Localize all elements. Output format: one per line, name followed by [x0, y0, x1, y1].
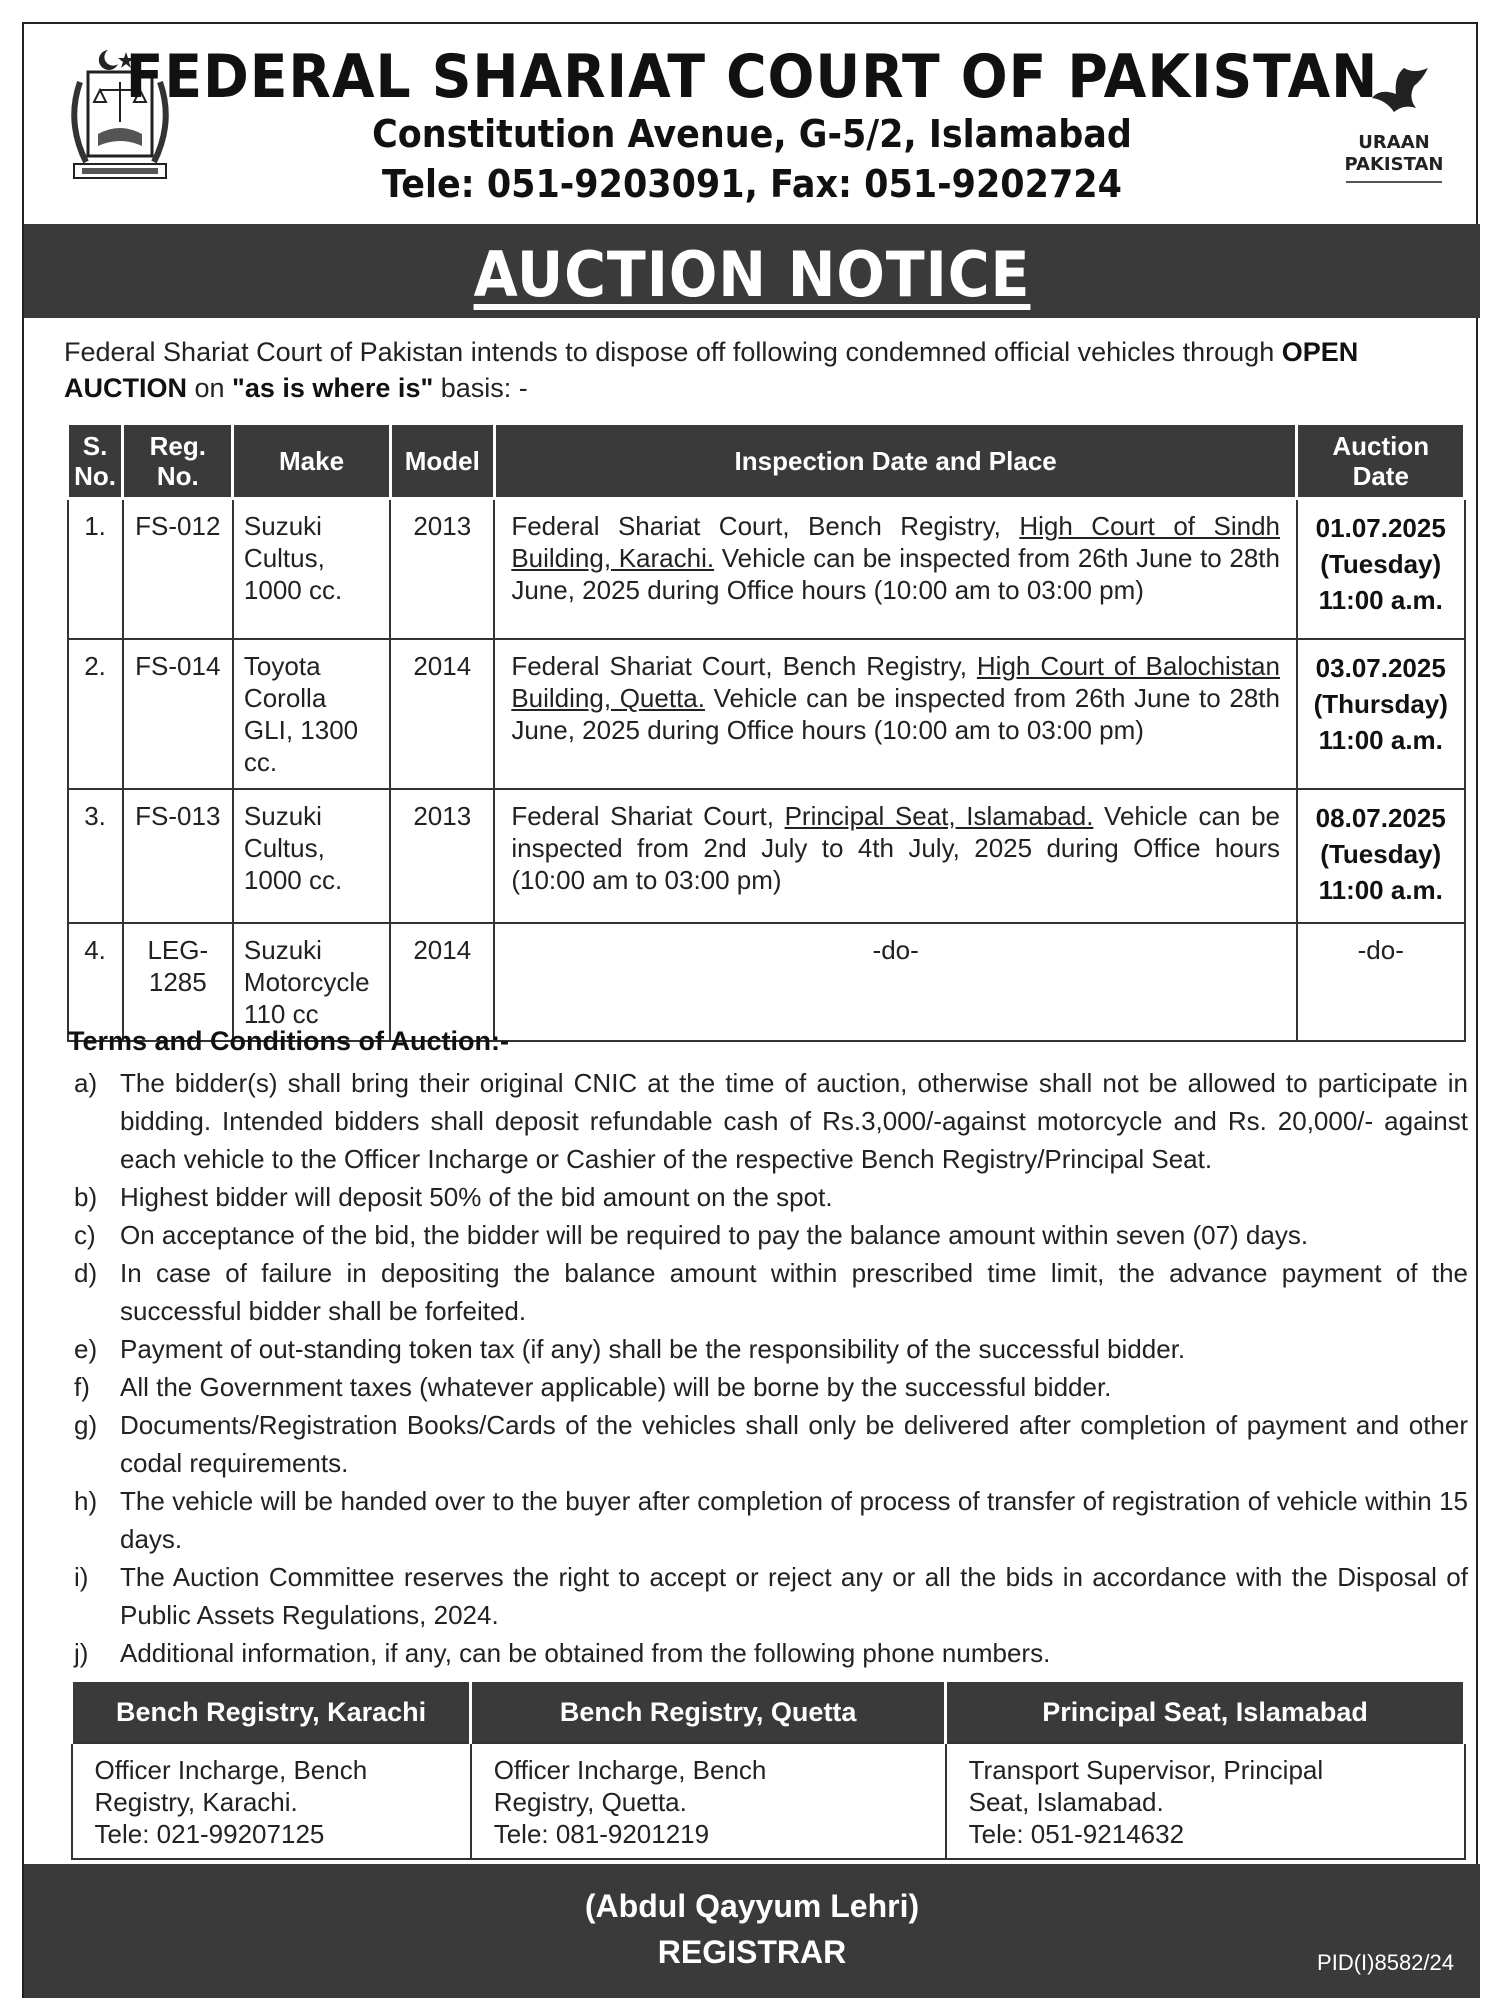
contact-tele: Tele: 021-99207125 — [94, 1819, 325, 1849]
pid-number: PID(I)8582/24 — [1317, 1950, 1454, 1975]
contact-line2: Seat, Islamabad. — [968, 1787, 1164, 1817]
header-auction-date: Auction Date — [1297, 424, 1465, 499]
place-suffix: Vehicle can be inspected from 2nd July to 4th July, 2025 during Office hours (10:00 am to 03:00 pm) — [511, 800, 1280, 895]
auction-banner — [24, 224, 1480, 318]
term-letter: i) — [74, 1562, 89, 1592]
list-item — [68, 1634, 1468, 1672]
notice-frame — [22, 22, 1478, 1998]
list-item — [68, 1178, 1468, 1216]
auction-time: 11:00 a.m. — [1318, 585, 1443, 615]
table-row — [68, 639, 1465, 789]
signatory-title: REGISTRAR — [657, 1934, 847, 1970]
list-item — [68, 1254, 1468, 1330]
contact-karachi — [72, 1743, 471, 1859]
header-make: Make — [233, 424, 390, 499]
term-text: Documents/Registration Books/Cards of the vehicles shall only be delivered after completion of payment and other codal requirements. — [120, 1410, 1468, 1478]
list-item — [68, 1482, 1468, 1558]
term-text: The Auction Committee reserves the right to accept or reject any or all the bids in accordance with the Disposal of Public Assets Regulations, 2024. — [120, 1562, 1468, 1630]
term-text: On acceptance of the bid, the bidder will be required to pay the balance amount within seven (07) days. — [120, 1220, 1309, 1250]
row-sno: 2. — [68, 639, 123, 789]
contact-islamabad — [946, 1743, 1465, 1859]
contact-line2: Registry, Karachi. — [94, 1787, 298, 1817]
bird-icon — [1372, 68, 1428, 112]
row-auction-date — [1297, 499, 1465, 639]
intro-bold-open-auction: OPEN AUCTION — [64, 337, 1359, 403]
place-suffix: Vehicle can be inspected from 26th June to 28th June, 2025 during Office hours (10:00 am to 03:00 pm) — [511, 543, 1280, 605]
row-make: Suzuki Cultus, 1000 cc. — [233, 499, 390, 639]
term-letter: d) — [74, 1258, 98, 1288]
contact-line1: Officer Incharge, Bench — [94, 1755, 368, 1785]
contact-line1: Officer Incharge, Bench — [493, 1755, 767, 1785]
auction-day: (Tuesday) — [1320, 549, 1442, 579]
term-text: In case of failure in depositing the balance amount within prescribed time limit, the advance payment of the successful bidder shall be forfeited. — [120, 1258, 1468, 1326]
term-text: The vehicle will be handed over to the buyer after completion of process of transfer of registration of vehicle within 15 days. — [120, 1486, 1468, 1554]
header-reg-no: Reg. No. — [123, 424, 233, 499]
auction-day: (Thursday) — [1313, 688, 1448, 719]
term-letter: a) — [74, 1068, 98, 1098]
place-location: High Court of Sindh Building, Karachi. — [511, 511, 1280, 573]
terms-list — [68, 1064, 1468, 1672]
logo-line1: URAAN — [1358, 132, 1430, 153]
contact-line1: Transport Supervisor, Principal — [968, 1755, 1324, 1785]
term-letter: e) — [74, 1334, 98, 1364]
row-sno: 3. — [68, 789, 123, 923]
row-inspection — [494, 639, 1297, 789]
list-item — [68, 1558, 1468, 1634]
row-auction-date — [1297, 789, 1465, 923]
term-text: Additional information, if any, can be obtained from the following phone numbers. — [120, 1638, 1051, 1668]
place-prefix: Federal Shariat Court, Bench Registry, — [511, 650, 977, 681]
auction-date: 01.07.2025 — [1315, 513, 1446, 543]
intro-text-mid: on — [187, 373, 233, 403]
court-address: Constitution Avenue, G-5/2, Islamabad — [372, 112, 1132, 156]
term-text: Payment of out-standing token tax (if any) shall be the responsibility of the successful bidder. — [120, 1334, 1186, 1364]
term-letter: g) — [74, 1410, 98, 1440]
auction-time: 11:00 a.m. — [1318, 724, 1443, 755]
term-letter: h) — [74, 1486, 98, 1516]
uraan-pakistan-logo — [1324, 48, 1464, 198]
court-title: FEDERAL SHARIAT COURT OF PAKISTAN — [125, 42, 1379, 112]
contacts-row — [72, 1743, 1465, 1859]
term-text: Highest bidder will deposit 50% of the bid amount on the spot. — [120, 1182, 833, 1212]
term-text: All the Government taxes (whatever applicable) will be borne by the successful bidder. — [120, 1372, 1112, 1402]
signatory-name: (Abdul Qayyum Lehri) — [584, 1888, 920, 1924]
footer — [24, 1864, 1480, 1998]
contacts-table — [70, 1682, 1466, 1860]
header — [24, 24, 1480, 222]
vehicle-table-header-row — [68, 424, 1465, 499]
row-reg-no: LEG-1285 — [123, 923, 233, 1041]
header-sno: S. No. — [68, 424, 123, 499]
term-letter: b) — [74, 1182, 98, 1212]
logo-line2: PAKISTAN — [1344, 154, 1444, 175]
row-make: Suzuki Motorcycle 110 cc — [233, 923, 390, 1041]
place-location: High Court of Balochistan Building, Quetta. — [511, 650, 1280, 713]
row-auction-date — [1297, 639, 1465, 789]
list-item — [68, 1406, 1468, 1482]
row-inspection-ditto: -do- — [494, 923, 1297, 1041]
header-model: Model — [390, 424, 494, 499]
intro-text-before: Federal Shariat Court of Pakistan intends to dispose off following condemned official vehicles through — [64, 337, 1282, 367]
auction-day: (Tuesday) — [1320, 838, 1442, 869]
notice-title: AUCTION NOTICE — [473, 238, 1031, 311]
contact-line2: Registry, Quetta. — [493, 1787, 687, 1817]
auction-date: 08.07.2025 — [1315, 802, 1446, 833]
row-reg-no: FS-013 — [123, 789, 233, 923]
list-item — [68, 1368, 1468, 1406]
row-model: 2014 — [390, 639, 494, 789]
header-inspection: Inspection Date and Place — [494, 424, 1297, 499]
terms-title: Terms and Conditions of Auction:- — [68, 1026, 509, 1056]
list-item — [68, 1216, 1468, 1254]
court-telephone: Tele: 051-9203091, Fax: 051-9202724 — [382, 162, 1122, 206]
row-reg-no: FS-014 — [123, 639, 233, 789]
row-make: Suzuki Cultus, 1000 cc. — [233, 789, 390, 923]
place-suffix: Vehicle can be inspected from 26th June to 28th June, 2025 during Office hours (10:00 am to 03:00 pm) — [511, 682, 1280, 745]
row-sno: 1. — [68, 499, 123, 639]
list-item — [68, 1330, 1468, 1368]
row-sno: 4. — [68, 923, 123, 1041]
intro-bold-as-is: "as is where is" — [232, 373, 434, 403]
contact-heading-karachi: Bench Registry, Karachi — [72, 1682, 471, 1743]
row-reg-no: FS-012 — [123, 499, 233, 639]
contact-heading-quetta: Bench Registry, Quetta — [471, 1682, 946, 1743]
vehicle-table — [66, 422, 1466, 1042]
contact-tele: Tele: 051-9214632 — [968, 1819, 1185, 1849]
list-item — [68, 1064, 1468, 1178]
place-location: Principal Seat, Islamabad. — [784, 800, 1094, 831]
intro-text-after: basis: - — [433, 373, 528, 403]
term-text: The bidder(s) shall bring their original CNIC at the time of auction, otherwise shall not be allowed to participate in bidding. Intended bidders shall deposit refundable cash of Rs.3,000/-against motorcycle and Rs. 20,000/- against each vehicle to the Officer Incharge or Cashier of the respective Bench Registry/Principal Seat. — [120, 1068, 1468, 1174]
row-make: Toyota Corolla GLI, 1300 cc. — [233, 639, 390, 789]
term-letter: j) — [74, 1638, 89, 1668]
row-auction-date-ditto: -do- — [1297, 923, 1465, 1041]
contact-quetta — [471, 1743, 946, 1859]
term-letter: f) — [74, 1372, 90, 1402]
term-letter: c) — [74, 1220, 96, 1250]
contact-heading-islamabad: Principal Seat, Islamabad — [946, 1682, 1465, 1743]
row-inspection — [494, 789, 1297, 923]
contacts-header-row — [72, 1682, 1465, 1743]
intro-paragraph — [64, 334, 1464, 406]
table-row — [68, 923, 1465, 1041]
row-model: 2013 — [390, 789, 494, 923]
place-prefix: Federal Shariat Court, Bench Registry, — [511, 511, 1020, 541]
table-row — [68, 499, 1465, 639]
table-row — [68, 789, 1465, 923]
row-inspection — [494, 499, 1297, 639]
row-model: 2013 — [390, 499, 494, 639]
auction-time: 11:00 a.m. — [1318, 874, 1443, 905]
contact-tele: Tele: 081-9201219 — [493, 1819, 710, 1849]
place-prefix: Federal Shariat Court, — [511, 800, 785, 831]
auction-date: 03.07.2025 — [1315, 652, 1446, 683]
row-model: 2014 — [390, 923, 494, 1041]
